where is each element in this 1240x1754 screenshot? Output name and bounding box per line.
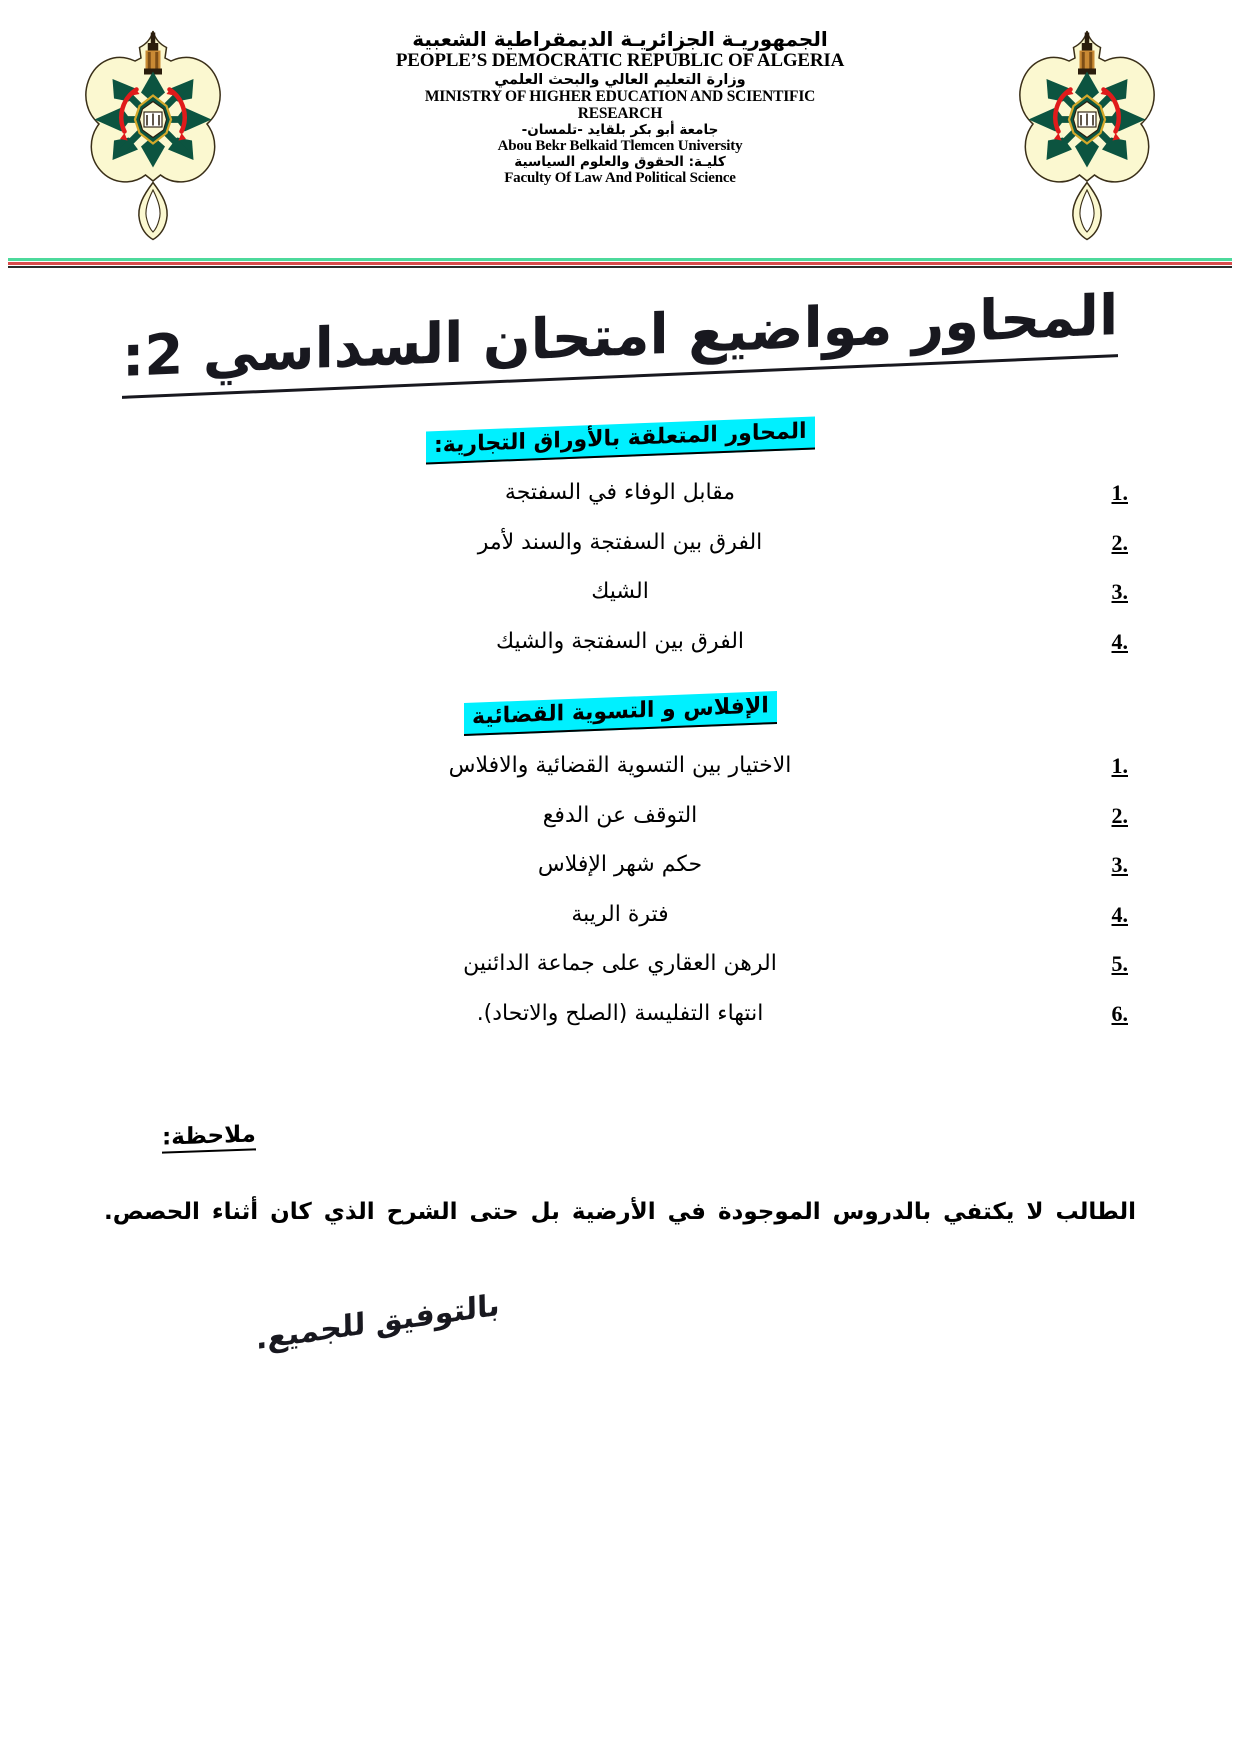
letterhead (0, 0, 1240, 252)
list-item-number: 3. (1111, 852, 1128, 877)
note-label: ملاحظة: (162, 1121, 256, 1153)
list-item (86, 802, 1154, 830)
section-commercial-papers (86, 418, 1154, 655)
list-item-number: 1. (1111, 753, 1128, 778)
closing-row (86, 1287, 1154, 1357)
document-body (0, 283, 1240, 1357)
institution-header (310, 28, 930, 186)
list-item (86, 628, 1154, 656)
section-heading-2-text: الإفلاس و التسوية القضائية (464, 691, 777, 736)
divider-line-dark (8, 266, 1232, 268)
list-item (86, 851, 1154, 879)
university-emblem-left (78, 18, 228, 248)
list-item-number: 3. (1111, 579, 1128, 604)
note-label-row (86, 1123, 1154, 1152)
page-title: المحاور مواضيع امتحان السداسي 2: (122, 283, 1118, 399)
list-item (86, 752, 1154, 780)
list-item-label: الفرق بين السفتجة والسند لأمر (477, 529, 763, 555)
section-bankruptcy (86, 693, 1154, 1027)
header-line-university-ar: جامعة أبو بكر بلقايد -تلمسان- (521, 121, 719, 138)
header-line-republic-en: PEOPLE’S DEMOCRATIC REPUBLIC OF ALGERIA (395, 50, 845, 72)
list-item-label: حكم شهر الإفلاس (537, 852, 703, 877)
list-item (86, 479, 1154, 507)
header-line-university-en: Abou Bekr Belkaid Tlemcen University (497, 137, 743, 154)
list-item (86, 950, 1154, 978)
university-emblem-right (1012, 18, 1162, 248)
list-item-label: فترة الريبة (571, 901, 669, 927)
list-item-label: الاختيار بين التسوية القضائية والافلاس (448, 753, 792, 778)
list-item-number: 4. (1111, 901, 1128, 927)
list-item (86, 578, 1154, 606)
list-item-number: 2. (1111, 802, 1128, 828)
closing-greeting: بالتوفيق للجميع. (255, 1287, 500, 1357)
topic-list-1 (86, 479, 1154, 655)
list-item-label: التوقف عن الدفع (542, 802, 698, 828)
list-item-label: الرهن العقاري على جماعة الدائنين (463, 951, 777, 976)
list-item-label: مقابل الوفاء في السفتجة (504, 480, 736, 505)
list-item (86, 529, 1154, 557)
header-line-faculty-en: Faculty Of Law And Political Science (504, 169, 736, 186)
list-item-number: 4. (1111, 628, 1128, 654)
list-item-label: الفرق بين السفتجة والشيك (495, 628, 745, 654)
list-item-number: 1. (1111, 480, 1128, 505)
divider-line-green (8, 258, 1232, 261)
section-heading-1-text: المحاور المتعلقة بالأوراق التجارية: (426, 417, 815, 465)
list-item-label: انتهاء التفليسة (الصلح والاتحاد). (476, 1000, 764, 1026)
note-body: الطالب لا يكتفي بالدروس الموجودة في الأرضية بل حتى الشرح الذي كان أثناء الحصص. (104, 1199, 1136, 1225)
header-line-ministry-ar: وزارة التعليم العالي والبحث العلمي (494, 71, 746, 88)
section-heading-2 (86, 693, 1154, 730)
tricolor-divider (8, 258, 1232, 268)
list-item-label: الشيك (591, 579, 649, 604)
divider-line-red (8, 262, 1232, 265)
list-item-number: 6. (1111, 1000, 1128, 1026)
list-item-number: 5. (1111, 951, 1128, 976)
list-item (86, 1000, 1154, 1028)
note-block (86, 1121, 1154, 1357)
list-item (86, 901, 1154, 929)
header-line-faculty-ar: كليـة: الحقوق والعلوم السياسية (514, 153, 726, 170)
header-line-research-en: RESEARCH (577, 105, 663, 123)
list-item-number: 2. (1111, 529, 1128, 555)
topic-list-2 (86, 752, 1154, 1027)
header-line-republic-ar: الجمهوريـة الجزائريـة الديمقراطية الشعبية (412, 27, 828, 51)
header-line-ministry-en: MINISTRY OF HIGHER EDUCATION AND SCIENTIFIC (424, 87, 816, 105)
section-heading-1 (86, 418, 1154, 459)
